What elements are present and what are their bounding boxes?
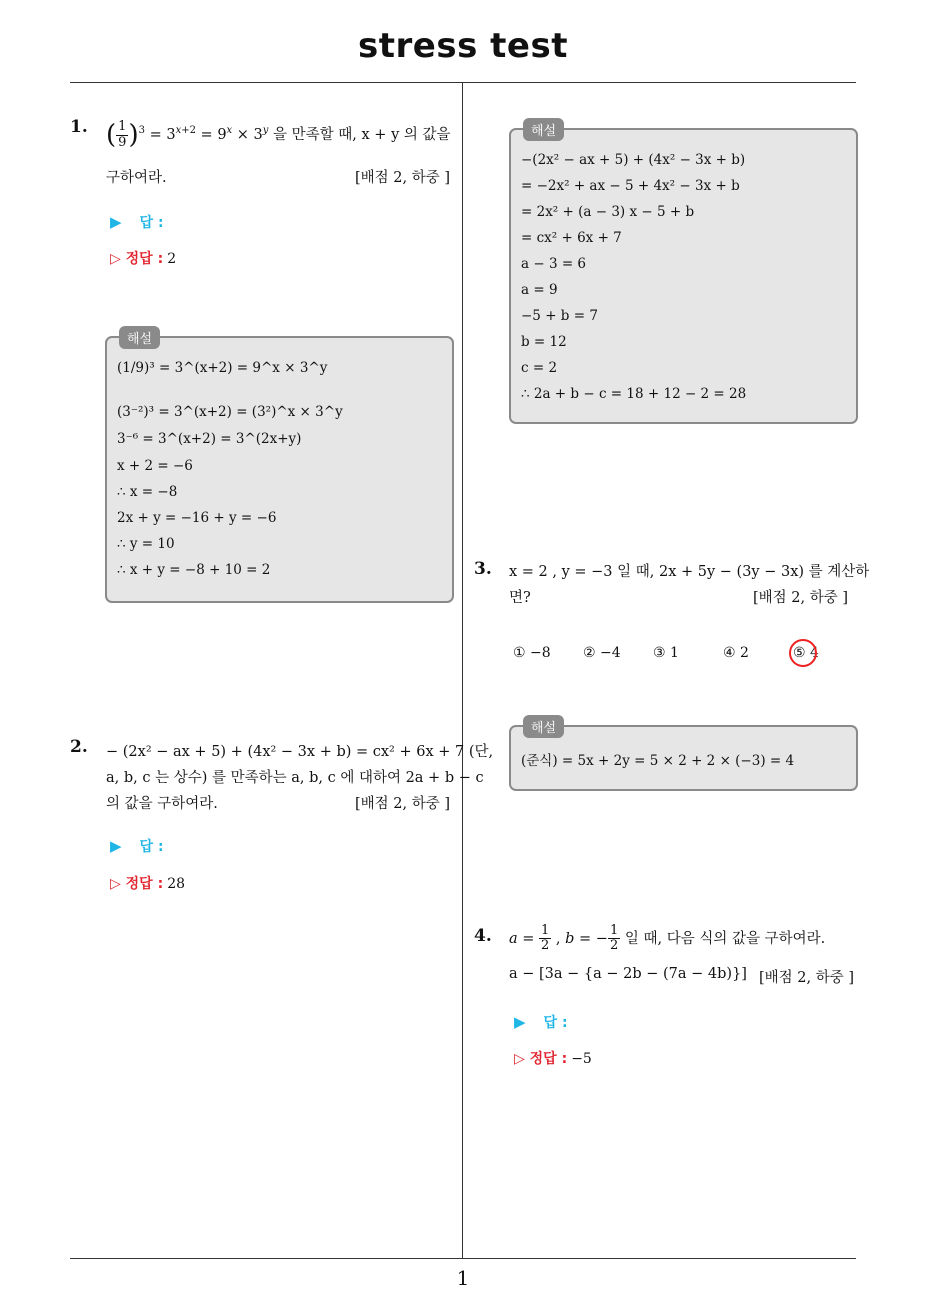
q3-explanation-box	[509, 721, 858, 791]
q1-solution-line-8: ∴ x + y = −8 + 10 = 2	[117, 562, 271, 578]
q2-solution-line-9: c = 2	[521, 360, 558, 376]
page-title: stress test	[358, 26, 568, 66]
page-number: 1	[456, 1266, 470, 1290]
q1-solution-line-4: x + 2 = −6	[117, 458, 193, 474]
play-icon: ▶	[514, 1013, 526, 1031]
answer-label: 답 :	[139, 839, 164, 855]
q2-line1: − (2x² − ax + 5) + (4x² − 3x + b) = cx² + 6x + 7 (단,	[106, 744, 494, 760]
q1-solution-line-2: (3⁻²)³ = 3^(x+2) = (3²)^x × 3^y	[117, 404, 343, 420]
q1-formula: ( $\frac{1}{9}$ )$^3 = 3^{x+2} = 9^x \times 3^y$	[106, 119, 269, 150]
q1-explanation-box	[105, 332, 454, 603]
correct-label: 정답 :	[125, 876, 164, 892]
triangle-outline-icon: ▷	[110, 251, 121, 267]
q1-solution-line-7: ∴ y = 10	[117, 536, 175, 552]
q4-answer-row	[514, 1012, 568, 1032]
play-icon: ▶	[110, 213, 122, 231]
answer-label: 답 :	[139, 215, 164, 231]
q2-solution-line-5: a − 3 = 6	[521, 256, 587, 272]
q2-solution-line-4: = cx² + 6x + 7	[521, 230, 622, 246]
q3-line1: x = 2 , y = −3 일 때, 2x + 5y − (3y − 3x) 를 계산하	[509, 564, 870, 580]
q1-meta: [배점 2, 하중 ]	[355, 170, 451, 186]
q3-option-3[interactable]: ③ 1	[653, 645, 679, 661]
q4-correct-row	[514, 1048, 592, 1068]
q1-line1	[106, 120, 451, 150]
answer-label: 답 :	[543, 1015, 568, 1031]
play-icon: ▶	[110, 837, 122, 855]
triangle-outline-icon: ▷	[514, 1051, 525, 1067]
q2-solution-line-2: = −2x² + ax − 5 + 4x² − 3x + b	[521, 178, 740, 194]
selected-answer-circle-mark	[789, 639, 817, 667]
q3-meta: [배점 2, 하중 ]	[753, 590, 849, 606]
q2-meta: [배점 2, 하중 ]	[355, 796, 451, 812]
q2-solution-line-7: −5 + b = 7	[521, 308, 598, 324]
q1-line1-tail: 을 만족할 때, x + y 의 값을	[273, 127, 451, 143]
q4-number: 4.	[474, 926, 492, 946]
q3-option-5[interactable]: ⑤ 4	[793, 645, 819, 661]
top-rule	[70, 82, 856, 83]
q4-formula: a = $\frac{1}{2}$ , b = − $\frac{1}{2}$	[509, 923, 619, 954]
q4-line2: a − [3a − {a − 2b − (7a − 4b)}]	[509, 966, 747, 982]
q1-correct-value: 2	[167, 251, 177, 267]
bottom-rule	[70, 1258, 856, 1259]
q2-solution-line-10: ∴ 2a + b − c = 18 + 12 − 2 = 28	[521, 386, 747, 402]
q2-explanation-box	[509, 124, 858, 424]
explanation-tag: 해설	[119, 326, 160, 349]
q2-line2: a, b, c 는 상수) 를 만족하는 a, b, c 에 대하여 2a + b − c	[106, 770, 484, 786]
q1-solution-line-6: 2x + y = −16 + y = −6	[117, 510, 277, 526]
q1-number: 1.	[70, 117, 88, 137]
q4-meta: [배점 2, 하중 ]	[759, 970, 855, 986]
q2-correct-value: 28	[167, 876, 186, 892]
explanation-tag: 해설	[523, 118, 564, 141]
q3-option-4[interactable]: ④ 2	[723, 645, 749, 661]
q3-option-1[interactable]: ① −8	[513, 645, 551, 661]
q1-solution-line-5: ∴ x = −8	[117, 484, 178, 500]
q3-solution-line-1: (준식) = 5x + 2y = 5 × 2 + 2 × (−3) = 4	[521, 753, 795, 769]
q1-correct-row	[110, 248, 176, 268]
q4-correct-value: −5	[571, 1051, 592, 1067]
q1-line2: 구하여라.	[106, 170, 167, 186]
q3-line2: 면?	[509, 590, 531, 606]
explanation-tag: 해설	[523, 715, 564, 738]
q2-solution-line-1: −(2x² − ax + 5) + (4x² − 3x + b)	[521, 152, 746, 168]
q3-option-2[interactable]: ② −4	[583, 645, 621, 661]
q1-answer-row	[110, 212, 164, 232]
q2-solution-line-8: b = 12	[521, 334, 567, 350]
q2-number: 2.	[70, 737, 88, 757]
correct-label: 정답 :	[125, 251, 164, 267]
q1-solution-line-1: (1/9)³ = 3^(x+2) = 9^x × 3^y	[117, 360, 328, 376]
q4-line1-tail: 일 때, 다음 식의 값을 구하여라.	[624, 930, 826, 947]
triangle-outline-icon: ▷	[110, 876, 121, 892]
q2-correct-row	[110, 873, 185, 893]
q1-solution-line-3: 3⁻⁶ = 3^(x+2) = 3^(2x+y)	[117, 431, 302, 447]
q4-line1	[509, 924, 825, 954]
q2-solution-line-3: = 2x² + (a − 3) x − 5 + b	[521, 204, 695, 220]
column-divider	[462, 83, 463, 1258]
correct-label: 정답 :	[529, 1051, 568, 1067]
q3-number: 3.	[474, 559, 492, 579]
q2-line3: 의 값을 구하여라.	[106, 796, 218, 812]
q2-solution-line-6: a = 9	[521, 282, 558, 298]
q2-answer-row	[110, 836, 164, 856]
